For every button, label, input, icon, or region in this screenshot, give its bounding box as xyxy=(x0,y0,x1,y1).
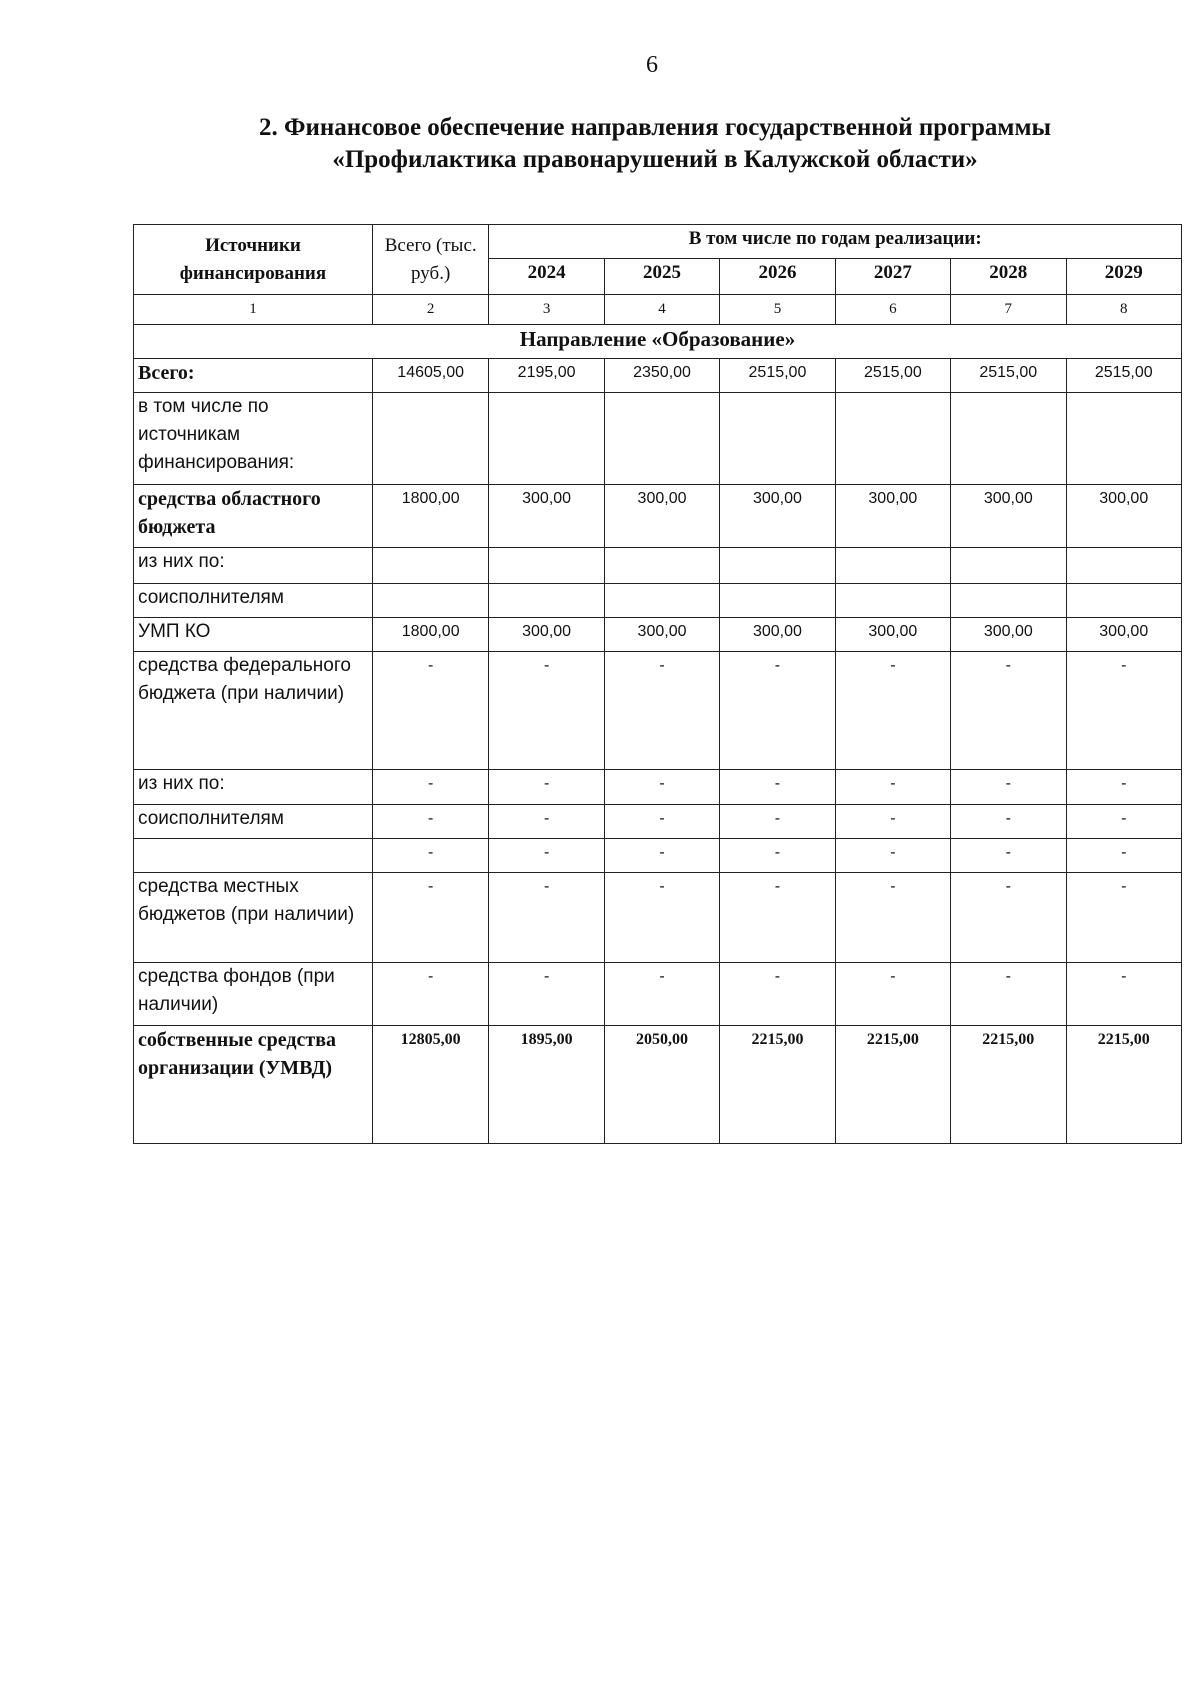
cell-value xyxy=(489,548,604,584)
cell-value: 2215,00 xyxy=(951,1026,1066,1144)
cell-value xyxy=(604,548,719,584)
cell-value: 2050,00 xyxy=(604,1026,719,1144)
cell-value xyxy=(489,584,604,618)
cell-value xyxy=(604,584,719,618)
cell-value xyxy=(951,548,1066,584)
column-number: 1 xyxy=(134,295,373,325)
cell-value: 12805,00 xyxy=(372,1026,488,1144)
cell-value xyxy=(372,584,488,618)
cell-value: - xyxy=(489,770,604,805)
row-label: Всего: xyxy=(134,359,373,393)
column-number: 2 xyxy=(372,295,488,325)
cell-value: - xyxy=(372,963,488,1026)
table-row xyxy=(134,963,1182,1026)
heading-line-2: «Профилактика правонарушений в Калужской области» xyxy=(332,146,978,173)
header-year: 2029 xyxy=(1066,259,1182,295)
cell-value: - xyxy=(951,873,1066,963)
cell-value: - xyxy=(489,839,604,873)
cell-value: 2215,00 xyxy=(1066,1026,1182,1144)
financing-table xyxy=(133,224,1182,1144)
row-label: соисполнителям xyxy=(134,805,373,839)
table-header-row xyxy=(134,225,1182,259)
table-row xyxy=(134,584,1182,618)
cell-value: - xyxy=(1066,770,1182,805)
cell-value: - xyxy=(951,963,1066,1026)
cell-value: 300,00 xyxy=(1066,618,1182,652)
cell-value: 2215,00 xyxy=(835,1026,950,1144)
table-row xyxy=(134,770,1182,805)
table-row xyxy=(134,618,1182,652)
table-row xyxy=(134,873,1182,963)
cell-value xyxy=(720,548,835,584)
cell-value xyxy=(1066,393,1182,485)
cell-value: - xyxy=(1066,873,1182,963)
cell-value: - xyxy=(1066,963,1182,1026)
cell-value: - xyxy=(951,839,1066,873)
cell-value: 300,00 xyxy=(720,618,835,652)
table-row xyxy=(134,485,1182,548)
row-label: из них по: xyxy=(134,770,373,805)
column-number: 4 xyxy=(604,295,719,325)
cell-value: 2350,00 xyxy=(604,359,719,393)
header-year: 2025 xyxy=(604,259,719,295)
row-label: собственные средства организации (УМВД) xyxy=(134,1026,373,1144)
cell-value: 300,00 xyxy=(720,485,835,548)
cell-value xyxy=(835,548,950,584)
row-label: в том числе по источникам финансирования: xyxy=(134,393,373,485)
table-row xyxy=(134,652,1182,770)
cell-value xyxy=(951,584,1066,618)
cell-value: - xyxy=(835,652,950,770)
cell-value xyxy=(372,548,488,584)
table-row xyxy=(134,1026,1182,1144)
cell-value: - xyxy=(720,770,835,805)
cell-value: - xyxy=(604,770,719,805)
cell-value xyxy=(604,393,719,485)
table-row xyxy=(134,805,1182,839)
cell-value: - xyxy=(835,770,950,805)
cell-value xyxy=(720,584,835,618)
cell-value: 1800,00 xyxy=(372,618,488,652)
row-label: УМП КО xyxy=(134,618,373,652)
header-year: 2028 xyxy=(951,259,1066,295)
cell-value xyxy=(1066,548,1182,584)
header-year: 2027 xyxy=(835,259,950,295)
cell-value: 300,00 xyxy=(489,618,604,652)
cell-value: 2515,00 xyxy=(1066,359,1182,393)
cell-value: 1895,00 xyxy=(489,1026,604,1144)
column-number: 5 xyxy=(720,295,835,325)
cell-value xyxy=(720,393,835,485)
cell-value: - xyxy=(720,839,835,873)
cell-value: 300,00 xyxy=(951,618,1066,652)
cell-value: - xyxy=(835,873,950,963)
cell-value: 300,00 xyxy=(835,485,950,548)
cell-value: - xyxy=(489,873,604,963)
header-years-group: В том числе по годам реализации: xyxy=(489,225,1182,259)
cell-value: - xyxy=(835,805,950,839)
section-row xyxy=(134,325,1182,359)
cell-value: 2215,00 xyxy=(720,1026,835,1144)
column-number: 8 xyxy=(1066,295,1182,325)
cell-value xyxy=(372,393,488,485)
cell-value: - xyxy=(720,652,835,770)
cell-value xyxy=(1066,584,1182,618)
cell-value: - xyxy=(1066,805,1182,839)
heading-line-1: 2. Финансовое обеспечение направления государственной программы xyxy=(258,114,1052,141)
row-label: средства фондов (при наличии) xyxy=(134,963,373,1026)
cell-value: 2515,00 xyxy=(951,359,1066,393)
row-label: средства областного бюджета xyxy=(134,485,373,548)
cell-value: - xyxy=(604,839,719,873)
cell-value: - xyxy=(489,652,604,770)
row-label: из них по: xyxy=(134,548,373,584)
cell-value: - xyxy=(489,963,604,1026)
row-label: средства местных бюджетов (при наличии) xyxy=(134,873,373,963)
row-label xyxy=(134,839,373,873)
cell-value: - xyxy=(489,805,604,839)
cell-value xyxy=(951,393,1066,485)
cell-value: - xyxy=(604,963,719,1026)
page-number: 6 xyxy=(646,52,658,78)
cell-value: - xyxy=(951,805,1066,839)
row-label: соисполнителям xyxy=(134,584,373,618)
table-row xyxy=(134,839,1182,873)
cell-value: - xyxy=(720,805,835,839)
cell-value: 300,00 xyxy=(951,485,1066,548)
column-number-row xyxy=(134,295,1182,325)
cell-value: - xyxy=(372,805,488,839)
header-sources: Источники финансирования xyxy=(134,225,373,295)
header-total: Всего (тыс. руб.) xyxy=(372,225,488,295)
cell-value: 300,00 xyxy=(489,485,604,548)
table-row xyxy=(134,548,1182,584)
cell-value: 2515,00 xyxy=(835,359,950,393)
cell-value: 300,00 xyxy=(1066,485,1182,548)
cell-value: - xyxy=(720,963,835,1026)
header-year: 2024 xyxy=(489,259,604,295)
cell-value xyxy=(835,584,950,618)
section-title: Направление «Образование» xyxy=(134,325,1182,359)
row-label: средства федерального бюджета (при наличии) xyxy=(134,652,373,770)
cell-value: - xyxy=(372,873,488,963)
cell-value: - xyxy=(835,963,950,1026)
cell-value xyxy=(489,393,604,485)
cell-value: - xyxy=(372,839,488,873)
cell-value: - xyxy=(372,770,488,805)
cell-value: 300,00 xyxy=(604,618,719,652)
column-number: 3 xyxy=(489,295,604,325)
table-row xyxy=(134,359,1182,393)
cell-value: - xyxy=(1066,652,1182,770)
column-number: 7 xyxy=(951,295,1066,325)
cell-value: - xyxy=(835,839,950,873)
cell-value xyxy=(835,393,950,485)
cell-value: - xyxy=(372,652,488,770)
cell-value: 1800,00 xyxy=(372,485,488,548)
header-year: 2026 xyxy=(720,259,835,295)
column-number: 6 xyxy=(835,295,950,325)
cell-value: 2195,00 xyxy=(489,359,604,393)
cell-value: 300,00 xyxy=(604,485,719,548)
cell-value: 14605,00 xyxy=(372,359,488,393)
cell-value: - xyxy=(604,873,719,963)
cell-value: 2515,00 xyxy=(720,359,835,393)
cell-value: - xyxy=(951,652,1066,770)
cell-value: - xyxy=(604,805,719,839)
document-heading xyxy=(130,112,1180,176)
cell-value: - xyxy=(951,770,1066,805)
cell-value: - xyxy=(604,652,719,770)
cell-value: - xyxy=(720,873,835,963)
cell-value: - xyxy=(1066,839,1182,873)
cell-value: 300,00 xyxy=(835,618,950,652)
table-row xyxy=(134,393,1182,485)
